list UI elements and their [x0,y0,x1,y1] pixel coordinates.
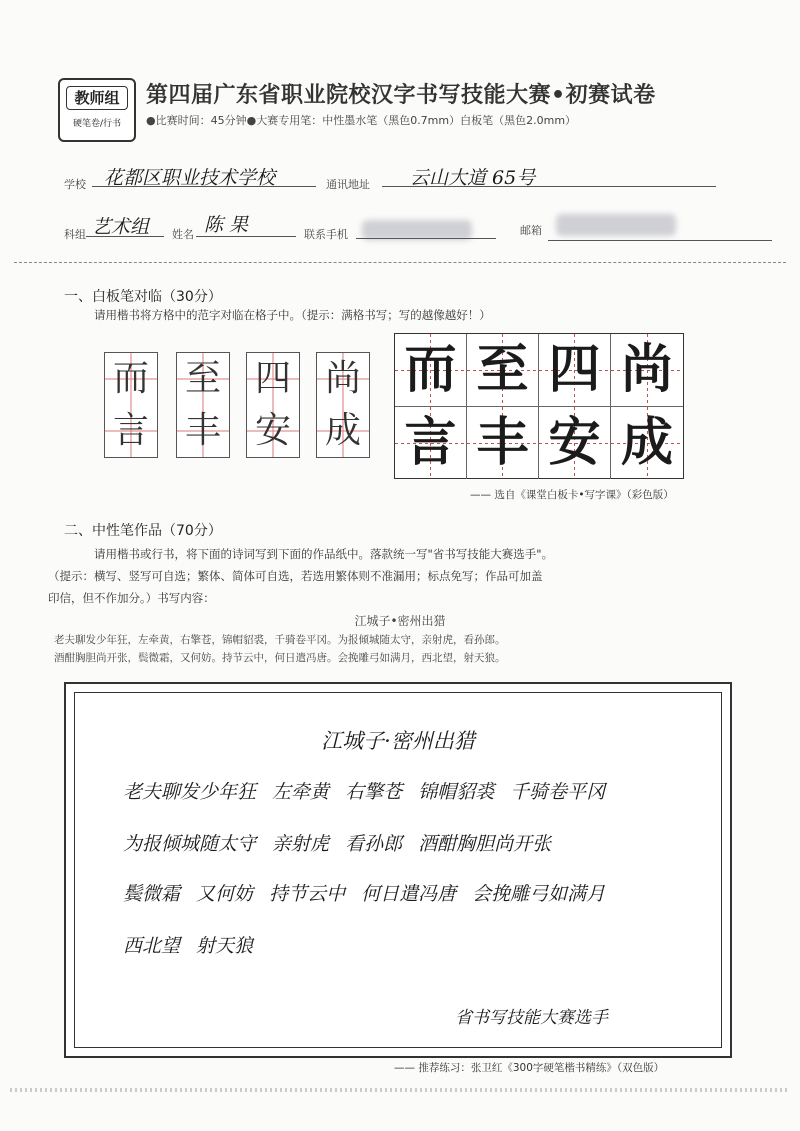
work-line: 西北望 射天狼 [123,935,254,957]
model-char: 丰 [467,407,539,479]
group-label: 科组 [64,228,86,241]
section2-instructions-3: 印信，但不作加分。）书写内容： [48,591,215,605]
practice-char: 至 [177,353,229,405]
phone-redacted [362,220,472,240]
badge-bottom-label: 硬笔卷/行书 [72,119,122,129]
school-label: 学校 [64,178,86,191]
group-underline [86,236,164,237]
poem-title: 江城子•密州出猎 [354,614,446,628]
practice-char: 四 [247,353,299,405]
work-line: 为报倾城随太守 亲射虎 看孙郎 酒酣胸胆尚开张 [123,833,552,855]
work-line: 老夫聊发少年狂 左牵黄 右擎苍 锦帽貂裘 千骑卷平冈 [123,781,606,803]
name-value: 陈 果 [204,214,249,236]
work-title: 江城子·密州出猎 [321,729,475,753]
school-value: 花都区职业技术学校 [104,167,276,189]
work-signature: 省书写技能大赛选手 [455,1008,608,1028]
practice-char: 安 [247,405,299,457]
section1-source: —— 选自《课堂白板卡•写字课》（彩色版） [470,489,674,501]
section1-hint: 请用楷书将方格中的范字对临在格子中。（提示：满格书写；写的越像越好！） [94,308,491,322]
divider [14,262,786,263]
badge-top-label: 教师组 [66,86,128,110]
address-value: 云山大道 65号 [410,167,536,189]
work-paper-frame [64,682,732,1058]
practice-box-4 [316,352,370,458]
page-title: 第四届广东省职业院校汉字书写技能大赛•初赛试卷 [146,83,656,108]
name-label: 姓名 [172,228,194,241]
school-underline [92,186,316,187]
practice-box-1 [104,352,158,458]
poem-line: 酒酣胸胆尚开张，鬓微霜，又何妨。持节云中，何日遣冯唐。会挽雕弓如满月，西北望，射天狼。 [54,652,506,664]
section2-instructions-2: （提示：横写、竖写可自选；繁体、简体可自选，若选用繁体则不准漏用；标点免写；作品可加盖 [48,569,543,583]
practice-char: 而 [105,353,157,405]
section1-title: 一、白板笔对临（30分） [64,289,222,305]
address-underline [382,186,716,187]
practice-char: 成 [317,405,369,457]
work-paper-inner [74,692,722,1048]
name-underline [196,236,296,237]
scan-edge [10,1088,790,1092]
section2-title: 二、中性笔作品（70分） [64,523,222,539]
model-char: 成 [611,407,683,479]
email-redacted [556,214,676,236]
model-char: 而 [395,334,467,407]
group-value: 艺术组 [92,216,150,238]
poem-line: 老夫聊发少年狂，左牵黄，右擎苍，锦帽貂裘，千骑卷平冈。为报倾城随太守，亲射虎，看孙郎。 [54,634,506,646]
footer-source: —— 推荐练习：张卫红《300字硬笔楷书精练》（双色版） [394,1062,665,1074]
work-line: 鬓微霜 又何妨 持节云中 何日遣冯唐 会挽雕弓如满月 [123,883,606,905]
practice-char: 丰 [177,405,229,457]
practice-box-2 [176,352,230,458]
model-char: 安 [539,407,611,479]
phone-underline [356,238,496,239]
model-char: 尚 [611,334,683,407]
address-label: 通讯地址 [326,178,370,191]
model-char-grid [394,333,684,479]
practice-char: 言 [105,405,157,457]
model-char: 言 [395,407,467,479]
exam-info: ●比赛时间：45分钟●大赛专用笔：中性墨水笔（黑色0.7mm）白板笔（黑色2.0mm） [146,114,577,127]
practice-char: 尚 [317,353,369,405]
group-badge [58,78,136,142]
model-char: 四 [539,334,611,407]
practice-box-3 [246,352,300,458]
phone-label: 联系手机 [304,228,348,241]
email-underline [548,240,772,241]
model-char: 至 [467,334,539,407]
email-label: 邮箱 [520,224,542,237]
section2-instructions-1: 请用楷书或行书，将下面的诗词写到下面的作品纸中。落款统一写"省书写技能大赛选手"。 [94,547,554,561]
